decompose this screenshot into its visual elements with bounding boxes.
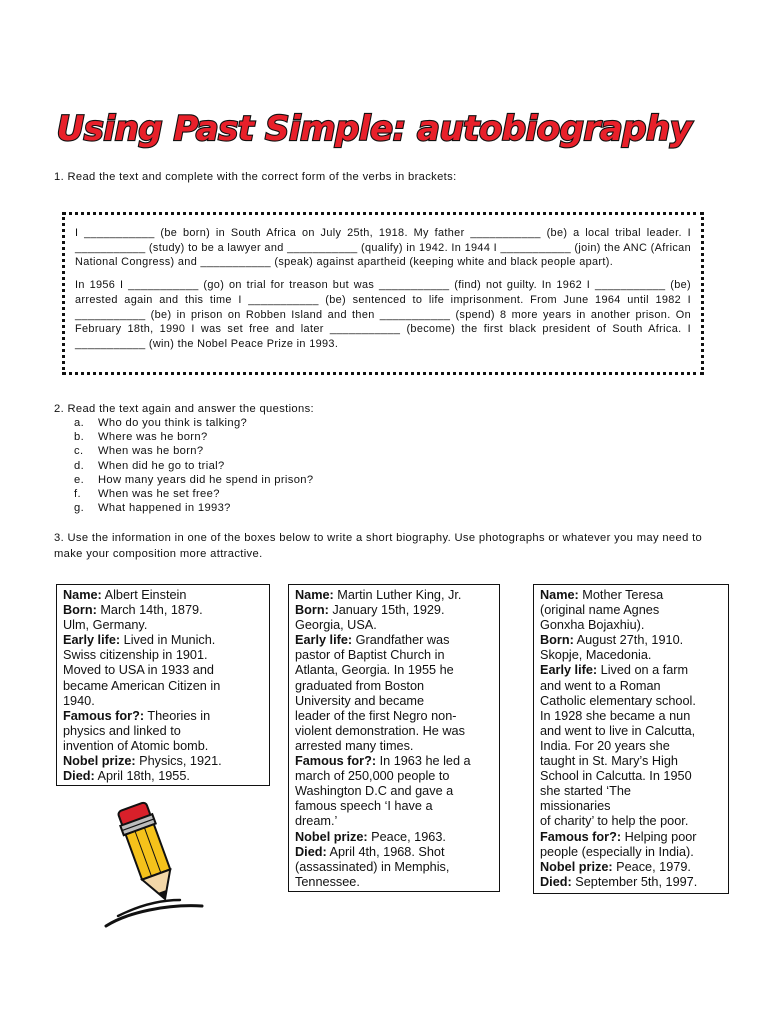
bio-card-king bbox=[288, 584, 500, 892]
card-field-value: Lived in Munich. bbox=[120, 633, 216, 648]
card-field-value: Theories in bbox=[144, 708, 211, 723]
card-row bbox=[540, 679, 722, 694]
card-row bbox=[295, 845, 493, 860]
gap-fill-paragraph-2: In 1956 I ___________ (go) on trial for treason but was ___________ (find) not guilty. In 1962 I ___________ (be) arrested again and this time I ___________ (be) sentenced to life imprisonment. From June 1964 until 1982 I ___________ (be) in prison on Robben Island and then ___________ (spend) 8 more years in another prison. On February 18th, 1990 I was set free and later ___________ (become) the first black president of South Africa. I ___________ (win) the Nobel Peace Prize in 1993. bbox=[75, 279, 691, 350]
question-letter: d. bbox=[74, 459, 85, 472]
exercise-1-instruction: 1. Read the text and complete with the correct form of the verbs in brackets: bbox=[54, 171, 457, 183]
card-field-label: Died: bbox=[295, 844, 327, 859]
card-field-label: Famous for?: bbox=[63, 708, 145, 723]
card-row bbox=[63, 769, 263, 784]
card-field-value: arrested many times. bbox=[295, 738, 414, 753]
card-field-value: 1940. bbox=[63, 693, 95, 708]
card-row bbox=[540, 618, 722, 633]
card-field-value: Catholic elementary school. bbox=[540, 693, 696, 708]
exercise-3-instruction: 3. Use the information in one of the boxes below to write a short biography. Use photographs or whatever you may need to make your composition more attractive. bbox=[54, 532, 703, 560]
card-row bbox=[63, 694, 263, 709]
card-row bbox=[295, 709, 493, 724]
card-field-value: In 1928 she became a nun bbox=[540, 708, 691, 723]
card-field-value: Swiss citizenship in 1901. bbox=[63, 648, 208, 663]
card-row bbox=[295, 648, 493, 663]
question-text: When was he born? bbox=[98, 445, 204, 458]
card-field-value: Tennessee. bbox=[295, 874, 360, 889]
question-letter: e. bbox=[74, 473, 85, 486]
question-letter: a. bbox=[74, 417, 85, 429]
card-field-value: violent demonstration. He was bbox=[295, 723, 465, 738]
card-row bbox=[540, 694, 722, 709]
bio-card-einstein bbox=[56, 584, 270, 786]
card-row bbox=[540, 830, 722, 845]
card-row bbox=[295, 814, 493, 829]
card-row bbox=[295, 724, 493, 739]
card-row bbox=[63, 724, 263, 739]
card-field-label: Born: bbox=[295, 603, 329, 618]
card-field-label: Early life: bbox=[295, 633, 353, 648]
card-row bbox=[63, 679, 263, 694]
card-field-label: Famous for?: bbox=[540, 829, 622, 844]
card-row bbox=[540, 633, 722, 648]
card-field-label: Early life: bbox=[63, 633, 121, 648]
card-field-value: of charity’ to help the poor. bbox=[540, 814, 689, 829]
card-row bbox=[63, 663, 263, 678]
card-field-value: missionaries bbox=[540, 799, 611, 814]
question-text: How many years did he spend in prison? bbox=[98, 473, 314, 486]
card-field-label: Died: bbox=[63, 769, 95, 784]
question-letter: b. bbox=[74, 431, 85, 444]
card-field-value: march of 250,000 people to bbox=[295, 769, 450, 784]
card-field-value: Washington D.C and gave a bbox=[295, 784, 454, 799]
question-letter: f. bbox=[74, 488, 81, 501]
card-field-value: dream.’ bbox=[295, 814, 338, 829]
card-field-label: Nobel prize: bbox=[63, 754, 136, 769]
title-text: Using Past Simple: autobiography bbox=[56, 109, 692, 149]
card-row bbox=[540, 603, 722, 618]
question-letter: g. bbox=[74, 502, 85, 515]
card-field-value: physics and linked to bbox=[63, 723, 181, 738]
card-field-label: Nobel prize: bbox=[540, 859, 613, 874]
card-field-label: Name: bbox=[295, 588, 334, 602]
card-row bbox=[295, 799, 493, 814]
pencil-drawing bbox=[98, 794, 210, 930]
card-field-value: Atlanta, Georgia. In 1955 he bbox=[295, 663, 454, 678]
card-field-value: India. For 20 years she bbox=[540, 738, 670, 753]
card-field-value: Martin Luther King, Jr. bbox=[333, 588, 462, 602]
gap-fill-paragraph-1: I ___________ (be born) in South Africa on July 25th, 1918. My father ___________ (be) a local tribal leader. I ___________ (study) to be a lawyer and ___________ (qualify) in 1942. In 1944 I ___________ (join) the ANC (African National Congress) and ___________ (speak) against apartheid (keeping white and black people apart). bbox=[75, 227, 691, 269]
card-field-value: September 5th, 1997. bbox=[571, 874, 698, 889]
card-row bbox=[63, 588, 263, 603]
card-row bbox=[540, 724, 722, 739]
card-field-value: famous speech ‘I have a bbox=[295, 799, 433, 814]
card-field-value: Georgia, USA. bbox=[295, 618, 377, 633]
list-item bbox=[74, 444, 313, 458]
exercise-2-instruction: 2. Read the text again and answer the questions: bbox=[54, 403, 314, 415]
card-field-label: Died: bbox=[540, 874, 572, 889]
card-row bbox=[540, 845, 722, 860]
card-field-value: April 4th, 1968. Shot bbox=[326, 844, 445, 859]
worksheet-title bbox=[0, 96, 768, 156]
card-field-label: Born: bbox=[63, 603, 97, 618]
card-row bbox=[540, 663, 722, 678]
card-field-value: Ulm, Germany. bbox=[63, 618, 148, 633]
card-row bbox=[295, 784, 493, 799]
card-field-value: (assassinated) in Memphis, bbox=[295, 859, 450, 874]
card-row bbox=[540, 754, 722, 769]
card-row bbox=[295, 679, 493, 694]
card-field-value: Helping poor bbox=[621, 829, 697, 844]
card-field-label: Born: bbox=[540, 633, 574, 648]
card-row bbox=[540, 875, 722, 890]
question-text: Where was he born? bbox=[98, 431, 208, 444]
card-row bbox=[295, 588, 493, 603]
card-field-value: Gonxha Bojaxhiu). bbox=[540, 618, 645, 633]
card-row bbox=[540, 709, 722, 724]
card-field-value: March 14th, 1879. bbox=[96, 603, 203, 618]
card-row bbox=[63, 603, 263, 618]
card-field-value: Mother Teresa bbox=[578, 588, 664, 602]
list-item bbox=[74, 459, 313, 473]
card-field-value: Albert Einstein bbox=[101, 588, 187, 602]
card-field-value: Grandfather was bbox=[352, 633, 450, 648]
card-row bbox=[540, 799, 722, 814]
card-row bbox=[295, 603, 493, 618]
card-field-value: University and became bbox=[295, 693, 425, 708]
question-text: Who do you think is talking? bbox=[98, 417, 248, 429]
card-row bbox=[295, 663, 493, 678]
card-field-value: pastor of Baptist Church in bbox=[295, 648, 445, 663]
card-row bbox=[540, 860, 722, 875]
gap-fill-text-box bbox=[62, 212, 704, 375]
card-field-value: and went to a Roman bbox=[540, 678, 661, 693]
question-text: What happened in 1993? bbox=[98, 502, 231, 515]
card-field-value: she started ‘The bbox=[540, 784, 631, 799]
card-row bbox=[295, 739, 493, 754]
card-row bbox=[295, 769, 493, 784]
card-field-value: (original name Agnes bbox=[540, 603, 660, 618]
question-list bbox=[74, 416, 313, 515]
card-field-value: Peace, 1963. bbox=[367, 829, 446, 844]
list-item bbox=[74, 430, 313, 444]
card-row bbox=[540, 739, 722, 754]
card-field-value: In 1963 he led a bbox=[376, 754, 471, 769]
card-row bbox=[295, 694, 493, 709]
card-row bbox=[295, 860, 493, 875]
card-row bbox=[295, 633, 493, 648]
card-row bbox=[295, 618, 493, 633]
card-field-value: August 27th, 1910. bbox=[573, 633, 684, 648]
card-field-value: leader of the first Negro non- bbox=[295, 708, 457, 723]
card-row bbox=[63, 739, 263, 754]
list-item bbox=[74, 416, 313, 430]
list-item bbox=[74, 487, 313, 501]
card-row bbox=[540, 588, 722, 603]
card-row bbox=[540, 769, 722, 784]
card-field-label: Early life: bbox=[540, 663, 598, 678]
list-item bbox=[74, 501, 313, 515]
card-field-value: graduated from Boston bbox=[295, 678, 425, 693]
card-row bbox=[63, 633, 263, 648]
card-field-label: Nobel prize: bbox=[295, 829, 368, 844]
card-row bbox=[540, 648, 722, 663]
card-field-value: School in Calcutta. In 1950 bbox=[540, 769, 692, 784]
question-text: When did he go to trial? bbox=[98, 459, 225, 472]
list-item bbox=[74, 473, 313, 487]
card-row bbox=[295, 875, 493, 890]
card-row bbox=[63, 754, 263, 769]
question-text: When was he set free? bbox=[98, 488, 220, 501]
card-field-value: people (especially in India). bbox=[540, 844, 694, 859]
card-field-value: January 15th, 1929. bbox=[328, 603, 445, 618]
card-field-value: Skopje, Macedonia. bbox=[540, 648, 652, 663]
card-field-value: taught in St. Mary’s High bbox=[540, 754, 678, 769]
card-row bbox=[295, 754, 493, 769]
card-row bbox=[63, 648, 263, 663]
card-row bbox=[540, 814, 722, 829]
card-field-value: Moved to USA in 1933 and bbox=[63, 663, 214, 678]
card-field-value: became American Citizen in bbox=[63, 678, 221, 693]
title-graphic bbox=[0, 96, 768, 156]
card-field-value: Physics, 1921. bbox=[135, 754, 222, 769]
card-field-label: Famous for?: bbox=[295, 754, 377, 769]
card-row bbox=[63, 709, 263, 724]
card-field-value: and went to live in Calcutta, bbox=[540, 723, 696, 738]
card-field-value: April 18th, 1955. bbox=[94, 769, 190, 784]
card-field-value: invention of Atomic bomb. bbox=[63, 738, 209, 753]
card-field-label: Name: bbox=[540, 588, 579, 602]
card-field-value: Peace, 1979. bbox=[612, 859, 691, 874]
card-row bbox=[540, 784, 722, 799]
bio-card-teresa bbox=[533, 584, 729, 894]
pencil-icon bbox=[98, 794, 210, 935]
question-letter: c. bbox=[74, 445, 84, 458]
card-row bbox=[63, 618, 263, 633]
card-field-label: Name: bbox=[63, 588, 102, 602]
card-row bbox=[295, 830, 493, 845]
card-field-value: Lived on a farm bbox=[597, 663, 689, 678]
